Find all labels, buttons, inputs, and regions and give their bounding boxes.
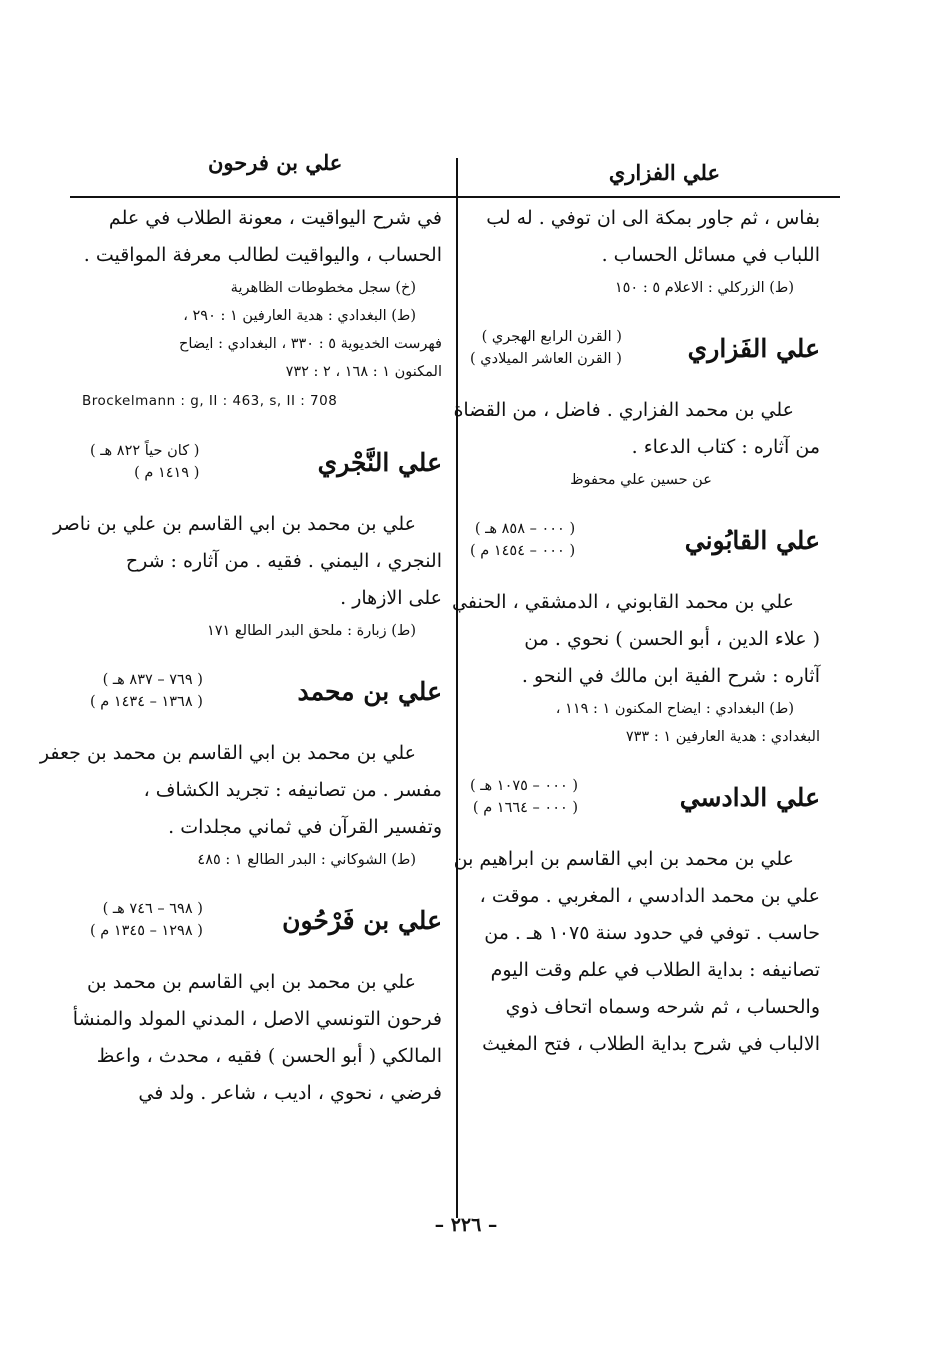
latin-reference: Brockelmann : g, II : 463, s, II : 708 — [82, 393, 338, 409]
entry-dates: ( ٧٦٩ – ٨٣٧ هـ ) ( ١٣٦٨ – ١٤٣٤ م ) — [90, 672, 203, 710]
continuation-text: في شرح اليواقيت ، معونة الطلاب في علم الحساب ، واليواقيت لطالب معرفة المواقيت . — [83, 207, 442, 266]
entry-name: علي الفَزاري — [687, 333, 820, 363]
header-rule — [70, 196, 840, 198]
reference: (ط) زبارة : ملحق البدر الطالع ١٧١ — [206, 623, 416, 639]
entry-heading — [462, 761, 820, 833]
entry-heading — [462, 312, 820, 384]
reference: (ط) البغدادي : ايضاح المكنون ١ : ١١٩ ، — [555, 701, 794, 717]
reference: (ط) البغدادي : هدية العارفين ١ : ٢٩٠ ، — [183, 308, 416, 324]
page-headers — [60, 150, 840, 196]
reference: (ط) الزركلي : الاعلام ٥ : ١٥٠ — [614, 280, 794, 296]
left-column — [39, 200, 442, 1112]
reference: (ط) الشوكاني : البدر الطالع ١ : ٤٨٥ — [197, 852, 416, 868]
entry-dates: ( ٠٠٠ – ١٠٧٥ هـ ) ( ٠٠٠ – ١٦٦٤ م ) — [470, 778, 579, 816]
entry-name: علي بن محمد — [297, 676, 442, 706]
entry-name: علي الدادسي — [679, 782, 820, 812]
entry-body: علي بن محمد بن ابي القاسم بن محمد بن فرحون التونسي الاصل ، المدني المولد والمنشأ المالكي ( أبو الحسن ) فقيه ، محدث ، واعظ فرضي ، نحوي ، اديب ، شاعر . ولد في — [72, 971, 442, 1104]
reference: عن حسين علي محفوظ — [570, 472, 712, 488]
entry-body: علي بن محمد بن ابي القاسم بن محمد بن جعفر مفسر . من تصانيفه : تجريد الكشاف ، وتفسير القرآن في ثماني مجلدات . — [39, 742, 442, 838]
reference: المكنون ١ : ١٦٨ ، ٢ : ٧٣٢ — [285, 364, 442, 380]
entry-name: علي القابُوني — [684, 525, 820, 555]
page-number: – ٢٢٦ – — [434, 1214, 498, 1236]
header-right: علي الفزاري — [608, 160, 720, 185]
reference: البغدادي : هدية العارفين ١ : ٧٣٣ — [625, 729, 820, 745]
entry-body: علي بن محمد الفزاري . فاضل ، من القضاة من آثاره : كتاب الدعاء . — [453, 399, 820, 458]
reference: (خ) سجل مخطوطات الظاهرية — [230, 280, 416, 296]
header-left: علي بن فرحون — [208, 150, 343, 175]
reference: فهرست الخديوية ٥ : ٣٣٠ ، البغدادي : ايضاح — [179, 336, 442, 352]
entry-body: علي بن محمد بن ابي القاسم بن ابراهيم بن علي بن محمد الدادسي ، المغربي . موقت ، حاسب . توفي في حدود سنة ١٠٧٥ هـ . من تصانيفه : بداية الطلاب في علم وقت اليوم والحساب ، ثم شرحه وسماه اتحاف ذوي الالباب في شرح بداية الطلاب ، فتح المغيث — [453, 848, 820, 1055]
entry-dates: ( القرن الرابع الهجري ) ( القرن العاشر الميلادي ) — [470, 329, 622, 367]
right-column — [452, 200, 820, 1063]
entry-dates: ( كان حياً ٨٢٢ هـ ) ( ١٤١٩ م ) — [90, 443, 200, 481]
continuation-text: بفاس ، ثم جاور بمكة الى ان توفي . له لب اللباب في مسائل الحساب . — [486, 207, 820, 266]
entry-heading — [82, 884, 442, 956]
entry-body: علي بن محمد بن ابي القاسم بن علي بن ناصر النجري ، اليمني . فقيه . من آثاره : شرح على الازهار . — [53, 513, 442, 609]
entry-heading — [82, 655, 442, 727]
entry-heading — [82, 426, 442, 498]
entry-body: علي بن محمد القابوني ، الدمشقي ، الحنفي ( علاء الدين ، أبو الحسن ) نحوي . من آثاره : شرح الفية ابن مالك في النحو . — [452, 591, 820, 687]
column-divider — [456, 158, 458, 1218]
entry-name: علي النَّجْري — [317, 447, 442, 477]
entry-heading — [462, 504, 820, 576]
entry-dates: ( ٦٩٨ – ٧٤٦ هـ ) ( ١٢٩٨ – ١٣٤٥ م ) — [90, 901, 203, 939]
entry-dates: ( ٠٠٠ – ٨٥٨ هـ ) ( ٠٠٠ – ١٤٥٤ م ) — [470, 521, 576, 559]
entry-name: علي بن فَرْحُون — [282, 905, 442, 935]
